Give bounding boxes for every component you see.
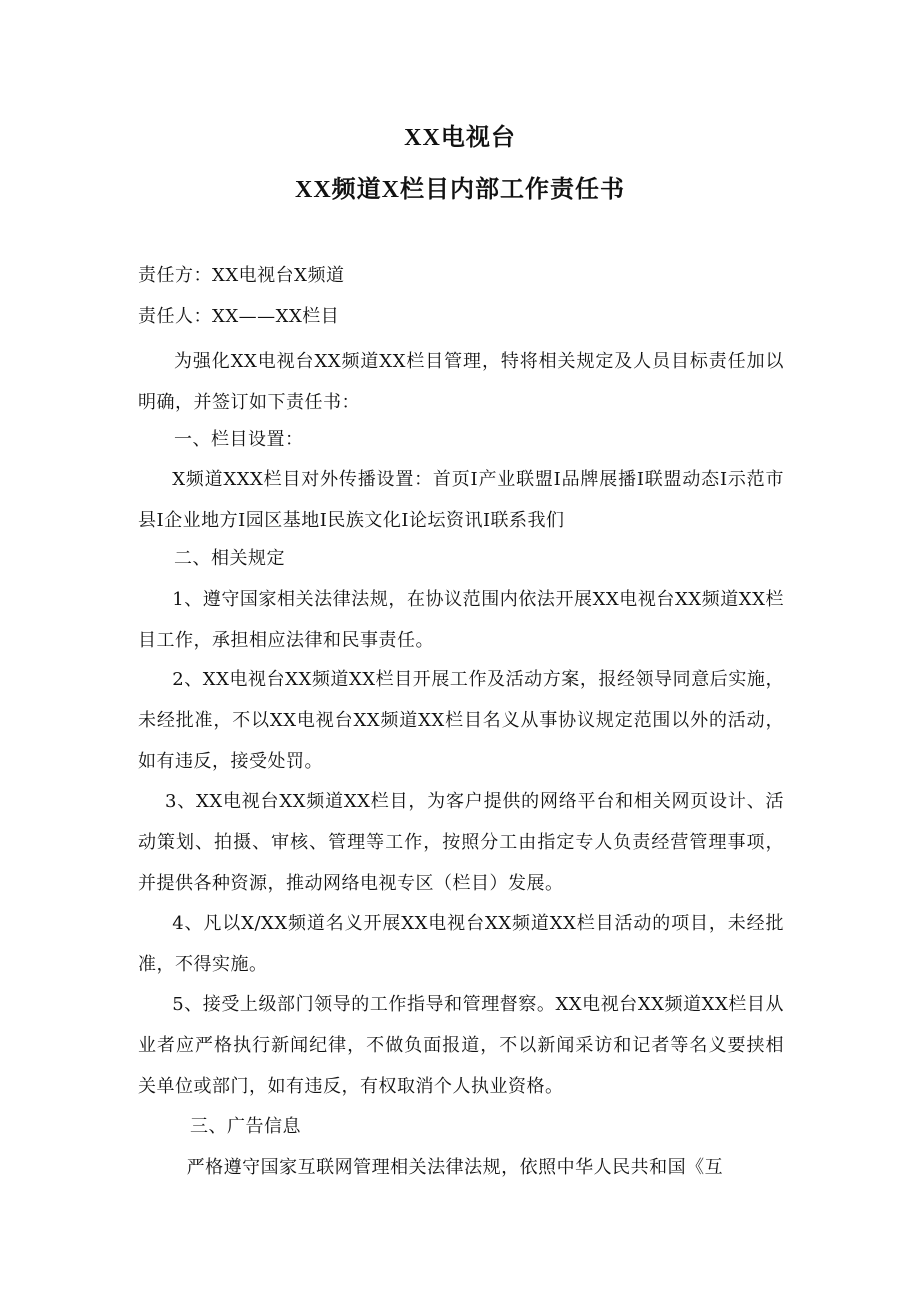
rule-1-paragraph: 1、遵守国家相关法律法规，在协议范围内依法开展XX电视台XX频道XX栏目工作，承担相应法律和民事责任。: [138, 589, 784, 651]
intro-paragraph: 为强化XX电视台XX频道XX栏目管理，特将相关规定及人员目标责任加以明确，并签订如下责任书：: [138, 351, 784, 413]
section-3-body: 严格遵守国家互联网管理相关法律法规，依照中华人民共和国《互: [186, 1157, 724, 1178]
document-title-station: XX电视台: [404, 125, 516, 151]
rule-3-paragraph: 3、XX电视台XX频道XX栏目，为客户提供的网络平台和相关网页设计、活动策划、拍摄、审核、管理等工作，按照分工由指定专人负责经营管理事项，并提供各种资源，推动网络电视专区（栏目）发展。: [138, 791, 784, 894]
section-3-heading: 三、广告信息: [190, 1116, 301, 1137]
section-2-heading: 二、相关规定: [174, 548, 285, 569]
responsible-person: 责任人：XX——XX栏目: [138, 306, 340, 327]
rule-2-paragraph: 2、XX电视台XX频道XX栏目开展工作及活动方案，报经领导同意后实施，未经批准，不以XX电视台XX频道XX栏目名义从事协议规定范围以外的活动，如有违反，接受处罚。: [138, 669, 784, 772]
section-1-heading: 一、栏目设置：: [174, 429, 304, 450]
document-title-main: XX频道X栏目内部工作责任书: [295, 177, 625, 203]
responsible-party: 责任方：XX电视台X频道: [138, 265, 345, 286]
section-1-body: X频道XXX栏目对外传播设置：首页I产业联盟I品牌展播I联盟动态I示范市县I企业地方I园区基地I民族文化I论坛资讯I联系我们: [138, 469, 784, 531]
rule-4-paragraph: 4、凡以X/XX频道名义开展XX电视台XX频道XX栏目活动的项目，未经批准，不得实施。: [138, 913, 784, 975]
rule-5-paragraph: 5、接受上级部门领导的工作指导和管理督察。XX电视台XX频道XX栏目从业者应严格执行新闻纪律，不做负面报道，不以新闻采访和记者等名义要挟相关单位或部门，如有违反，有权取消个人执业资格。: [138, 994, 784, 1097]
